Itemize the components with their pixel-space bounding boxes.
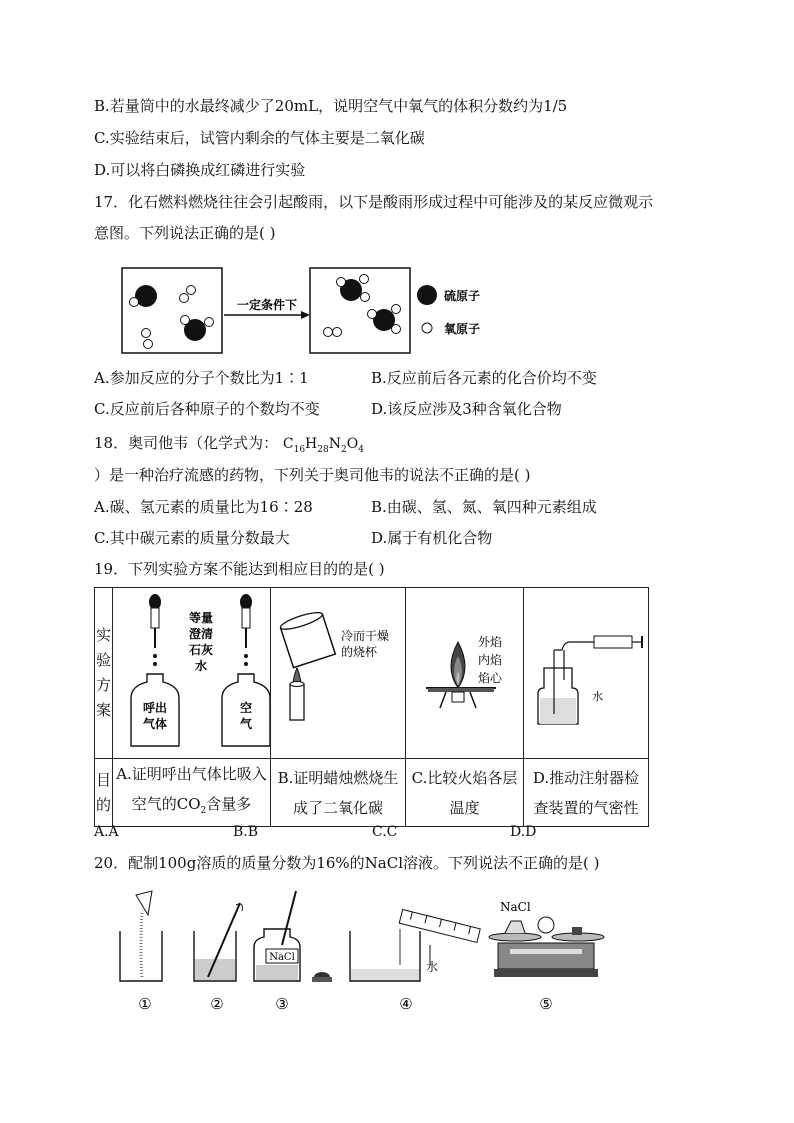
step-2-label: ② [210,995,224,1013]
arrow-label: 一定条件下 [236,298,298,312]
o2-molecule [142,329,153,349]
balance-nacl-label: NaCl [500,900,531,914]
dropper-right [240,594,252,666]
q18-stem-line1 [94,432,364,455]
scheme-a-cell [113,588,271,759]
inverted-beaker [279,609,335,667]
q18-option-b: B.由碳、氢、氮、氧四种元素组成 [371,498,597,516]
water-label: 水 [426,960,439,974]
svg-text:呼出: 呼出 [142,701,168,715]
svg-text:澄清: 澄清 [188,627,214,641]
q17-option-d: D.该反应涉及3种含氧化合物 [371,400,562,418]
q16-option-c: C.实验结束后，试管内剩余的气体主要是二氧化碳 [94,129,425,147]
step-5-label: ⑤ [539,995,553,1013]
svg-text:空: 空 [239,701,253,715]
step4-measure-water [350,910,480,981]
nacl-bottle-label: NaCl [269,952,295,963]
q17-option-b: B.反应前后各元素的化合价均不变 [371,369,597,387]
q17-stem-line2: 意图。下列说法正确的是( ) [94,224,276,242]
q16-option-d: D.可以将白磷换成红磷进行实验 [94,161,306,179]
q18-option-c: C.其中碳元素的质量分数最大 [94,529,290,547]
scheme-c-cell [406,588,524,759]
o2-molecule [180,286,196,303]
oxygen-legend-icon [422,323,432,333]
sulfur-legend-icon [417,285,437,305]
dropper-left [149,594,161,666]
q16-option-b: B.若量筒中的水最终减少了20mL，说明空气中氧气的体积分数约为1/5 [94,97,568,115]
scheme-b-cell [271,588,406,759]
q19-choice-d: D.D [510,824,537,840]
svg-text:气: 气 [239,717,253,731]
svg-text:水: 水 [194,659,208,673]
q18-formula: $C_{16}H_{28}N_2O_4$ [282,436,364,455]
q20-stem: 20．配制100g溶质的质量分数为16%的NaCl溶液。下列说法不正确的是( ) [94,854,600,872]
so2-molecule [130,285,158,307]
q20-procedure-figure [100,885,620,1015]
q18-stem-prefix: 18．奥司他韦（化学式为： [94,434,279,452]
purpose-d: D.推动注射器检 查装置的气密性 [524,759,649,827]
purpose-b: B.证明蜡烛燃烧生 成了二氧化碳 [271,759,406,827]
svg-text:水: 水 [592,690,603,703]
limewater-comparison-figure [113,588,270,754]
step5-balance [489,900,604,977]
q17-stem-line1: 17．化石燃料燃烧往往会引起酸雨，以下是酸雨形成过程中可能涉及的某反应微观示 [94,193,654,211]
q17-option-a: A.参加反应的分子个数比为1∶1 [94,369,309,387]
q18-option-a: A.碳、氢元素的质量比为16∶28 [94,498,313,516]
svg-text:的烧杯: 的烧杯 [341,645,378,659]
so3-molecule [337,275,370,302]
flame-layers-figure [406,588,523,754]
flame [293,668,301,682]
q19-choice-c: C.C [372,824,398,840]
syringe [594,636,632,648]
svg-text:外焰: 外焰 [478,635,503,649]
reactant-box [122,268,222,353]
svg-text:等量: 等量 [188,611,214,625]
q18-option-d: D.属于有机化合物 [371,529,493,547]
legend-oxygen: 氧原子 [444,322,481,336]
candle [290,684,304,720]
step-1-label: ① [138,995,152,1013]
q18-stem-line2: ）是一种治疗流感的药物，下列关于奥司他韦的说法不正确的是( ) [94,466,531,484]
row-header-scheme: 实 验 方 案 [95,588,113,759]
svg-text:冷而干燥: 冷而干燥 [341,629,390,643]
row-header-purpose: 目 的 [95,759,113,827]
scheme-d-cell [524,588,649,759]
candle-beaker-figure [271,588,405,754]
q17-reaction-diagram [120,265,500,357]
step3-weigh-bottle [254,891,332,982]
q19-experiment-table [94,587,649,827]
so2-molecule [181,316,214,342]
q17-option-c: C.反应前后各种原子的个数均不变 [94,400,320,418]
purpose-a: A.证明呼出气体比吸入 空气的$CO_2$含量多 [113,759,271,827]
step-3-label: ③ [275,995,289,1013]
q19-choice-b: B.B [233,824,259,840]
airtightness-figure [524,588,648,754]
purpose-c: C.比较火焰各层 温度 [406,759,524,827]
step-4-label: ④ [399,995,413,1013]
step1-pour-solid [120,891,162,981]
so3-molecule [368,305,401,334]
q19-stem: 19．下列实验方案不能达到相应目的的是( ) [94,560,385,578]
svg-text:气体: 气体 [142,717,168,731]
o2-molecule [324,328,342,337]
q19-choice-a: A.A [94,824,119,840]
step2-stir [194,903,242,981]
svg-text:石灰: 石灰 [188,643,214,657]
svg-text:内焰: 内焰 [478,653,503,667]
svg-text:焰心: 焰心 [478,671,503,685]
legend-sulfur: 硫原子 [444,289,481,303]
